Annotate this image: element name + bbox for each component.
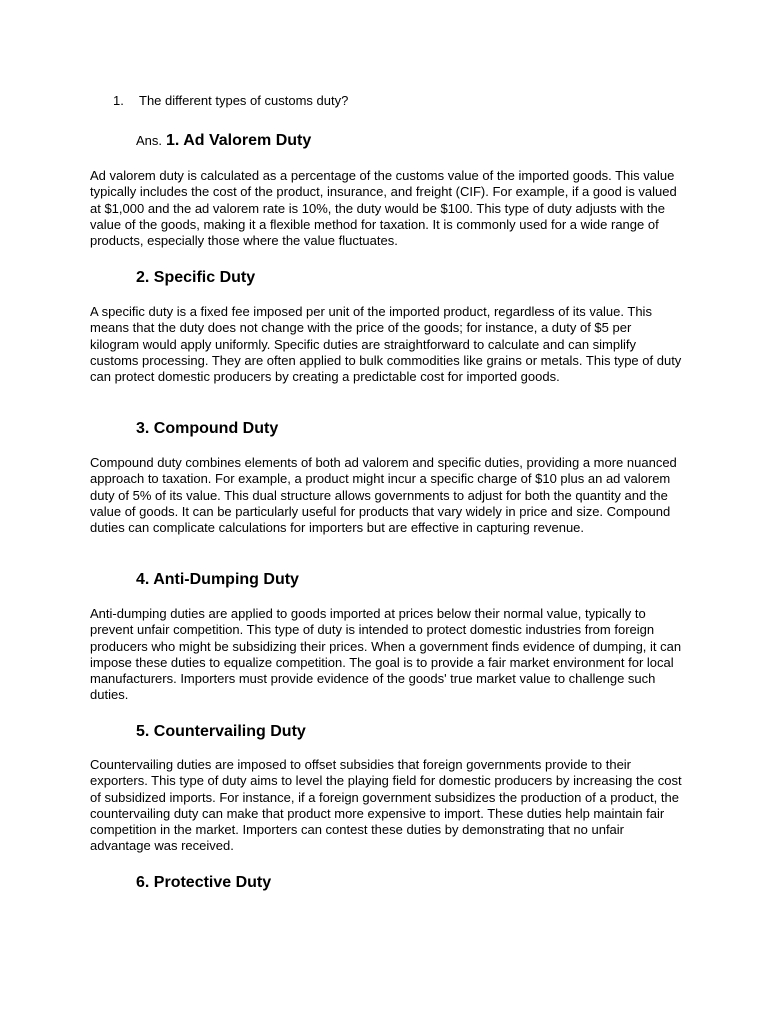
section-heading-compound: 3. Compound Duty (136, 420, 279, 437)
question-text: The different types of customs duty? (139, 93, 349, 108)
answer-prefix: Ans. (136, 133, 163, 148)
section-heading-countervailing: 5. Countervailing Duty (136, 723, 306, 740)
question-line (113, 93, 348, 109)
section-body-countervailing: Countervailing duties are imposed to offset subsidies that foreign governments provide to their exporters. This type of duty aims to level the playing field for domestic producers by increasing the cost of subsidized imports. For instance, if a foreign government subsidizes the production of a product, the countervailing duty can make that product more expensive to import. These duties help maintain fair competition in the market. Importers can contest these duties by demonstrating that no unfair advantage was received. (90, 757, 682, 854)
section-heading-protective: 6. Protective Duty (136, 874, 272, 891)
section-body-ad-valorem: Ad valorem duty is calculated as a percentage of the customs value of the imported goods. This value typically includes the cost of the product, insurance, and freight (CIF). For example, if a good is valued at $1,000 and the ad valorem rate is 10%, the duty would be $100. This type of duty adjusts with the value of the goods, making it a flexible method for taxation. It is commonly used for a wide range of products, especially those where the value fluctuates. (90, 168, 677, 249)
section-heading-anti-dumping: 4. Anti-Dumping Duty (136, 571, 299, 588)
section-body-anti-dumping: Anti-dumping duties are applied to goods imported at prices below their normal value, typically to prevent unfair competition. This type of duty is intended to protect domestic industries from foreign producers who might be subsidizing their prices. When a government finds evidence of dumping, it can impose these duties to equalize competition. The goal is to provide a fair market environment for local manufacturers. Importers must provide evidence of the goods' true market value to challenge such duties. (90, 606, 682, 703)
section-body-specific: A specific duty is a fixed fee imposed per unit of the imported product, regardless of its value. This means that the duty does not change with the price of the goods; for instance, a duty of $5 per kilogram would apply uniformly. Specific duties are straightforward to calculate and can simplify customs processing. They are often applied to bulk commodities like grains or metals. This type of duty can protect domestic producers by creating a predictable cost for imported goods. (90, 304, 682, 385)
section-body-compound: Compound duty combines elements of both ad valorem and specific duties, providing a more nuanced approach to taxation. For example, a product might incur a specific charge of $10 plus an ad valorem duty of 5% of its value. This dual structure allows governments to adjust for both the quantity and the value of goods. It can be particularly useful for products that vary widely in price and size. Compound duties can complicate calculations for importers but are effective in capturing revenue. (90, 455, 677, 536)
section-heading-specific: 2. Specific Duty (136, 269, 256, 286)
question-number: 1. (113, 93, 124, 108)
section-heading-ad-valorem (136, 131, 311, 151)
section-heading-text: 1. Ad Valorem Duty (166, 132, 312, 149)
